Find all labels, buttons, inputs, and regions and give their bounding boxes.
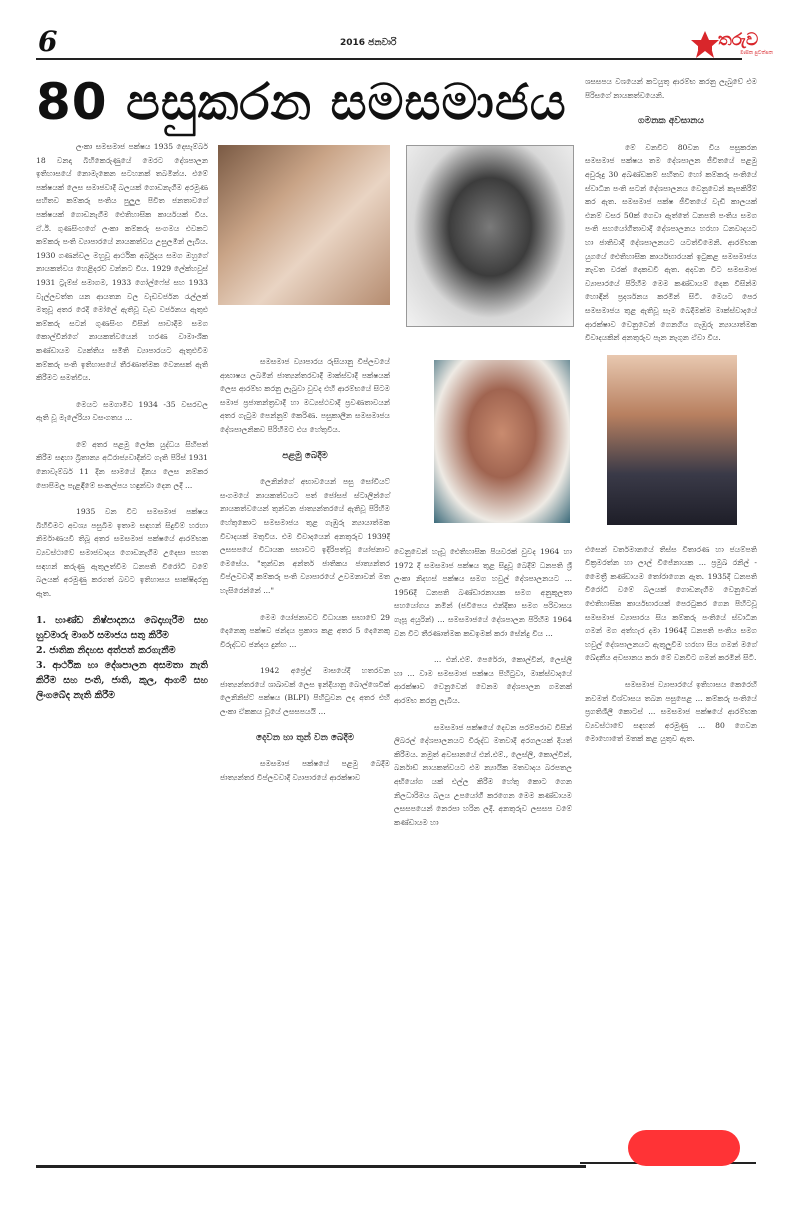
paragraph: ලංකා සමසමාජ පක්ෂය 1935 දෙසැම්බර් 18 වනදා බිහිකෙරුණුයේ මෙරට දේශපාලන ඉතිහාසයේ නොමැකෙන සටහනක් තබමින්ය. එමේ පක්ෂයක් ලෙස සමාජවාදී බලයක් ගොඩනැගීම අරමුණ සහිතව කම්කරු පංතිය පුලුල පිවිත ජනතාවගේ පක්ෂයක් ගොඩනැගීම ඓතිහාසික කාර්යයක් විය. ඒ.ඊ. ගුණසිංහගේ ලංකා කම්කරු සංගමය එවකට කම්කරු පංති ව්‍යාපාරයේ නායකත්වය උසුලමින් ලැබිය. 1930 ගණන්වල මහුවූ ආර්ථික අර්බුදය සමග ඔහුගේ නායකත්වය හෙළිදරව් වන්නට විය. 1929 ලේක්හවුස් 1931 ට්‍රැම්ස් සමාගම, 1933 ගෝල්ෆේස් සහ 1933 වැල්ලවත්ත යන ආයතන වල වැඩවර්ජන රැල්ලක් මතුවූ අතර රෙදි මෝලේ ඇතිවූ වැඩ වර්ජනය ඇතුළු කම්කරු සටන් ගුණසිංහ විසින් පාවාදීම සමග කොල්වින්ගේ නායකත්වයෙන් හරණ වාමාංශික කණ්ඩායම ව්‍යක්තිය සමිති ව්‍යාපාරයට ඇතුළුවීම කම්කරු පංති ඉතිහාසයේ තීරණාත්මක වෙනසක් ඇති කිරීමට සමත්විය. xyxy=(36,142,208,383)
list-item: 2. ජාතික නිදහස අත්පත් කරගැනීම xyxy=(36,645,176,657)
photo-spacer xyxy=(585,358,757,543)
logo-subtitle: මාසික පුවත්පත xyxy=(740,50,773,56)
paragraph: ... එන්.එම්. පෙරේරා, කොල්වින්, ලෙස්ලි හා ... වාම සමසමාජ පක්ෂය පිහිටුවා, මාක්ස්වාදයේ ආරක්ෂාව වෙනුවෙන් වෙනම දේශපාලන ගමනක් ආරම්භ කරනු ලැබිය. xyxy=(394,655,572,705)
paragraph: 1935 වන විට සමසමාජ පක්ෂය බිහිවීමට අවශ්‍ය පසුබිම ඉතාම සඳහන් සිදුවීම් හරහා නිර්මාණයවී තිබූ අතර සමසමාජ පක්ෂයේ ආරම්භක ව්‍යවස්ථාවේ සමාජවාදය ගොඩනැගීම උදෙසා පහත සඳහන් කරුණු ඇතුලත්වීම ධනපති විරෝධී වමේ බලයක් අරමුණු කරගත් බවට ඉතිහාසය සාක්ෂිදරනු ඇත. xyxy=(36,507,208,598)
subheading-first-split: පළමු බෙදීම xyxy=(282,450,328,461)
paragraph: සමසමාජ පක්ෂයේ පළමු බෙදීම ජාත්‍යන්තර විප්ලවවාදී ව්‍යාපාරයේ ආරක්ෂාව xyxy=(220,759,390,782)
paragraph: මේ වනවිට 80වන විය පසුකරන සමසමාජ පක්ෂය තම දේශපාලන ජීවිතයේ පළමු අවුරුදු 30 අඛණ්ඩකම් සහිතව හෝ කම්කරු පංතියේ ස්වාධීන පංති සටන් දේශපාලනය වෙනුවෙන් කැපකිරීම් කර ඇත. සමසමාජ පක්ෂ ජීවිතයේ වැඩි කාලයක් එනම් වසර 50ක් ගෙවා ඇත්තේ ධනපති පංතිය සමග පංති සහයෝගීතාවාදී දේශපාලනය හරහා ධනවාදයට හා ජාතිවාදී දේශපාලනයට යටත්වීමෙනි. ආරම්භක යුගයේ ඓතිහාසික කාර්යභාරයක් ඉටුකළ සමසමාජය නැවත වරක් දෙකඩවී ඇත. අදවන විට සමසමාජ ව්‍යාපාරයේ පිරිහීම මෙම කණ්ඩායම් දෙක විසින්ම හොඳින් ප්‍රදර්ශනය කරමින් සිටී. මෙයට පෙර සමසමාජය තුළ ඇතිවූ සෑම බෙදීමක්ම මාක්ස්වාදයේ ආරක්ෂාව වෙනුවෙන් ගෙනගිය ගැඹුරු න්‍යායාත්මක විවාදයකින් අනතුරුව පැන නැගුන ඒවා විය. xyxy=(585,142,757,343)
paragraph: 1942 අප්‍රේල් මාසයේදී හතරවන ජාත්‍යන්තරයේ ශාඛාවක් ලෙස ඉන්දියානු බොල්ශෙවික් ලෙනිනිස්ට් පක්ෂය (BLPI) පිහිටුවන ලද අතර එහි ලංකා ඒකකය වූයේ ලසසපයයි ... xyxy=(220,666,390,717)
party-aims-list xyxy=(36,613,208,703)
page-number: 6 xyxy=(38,25,58,58)
paragraph: සමසමාජ ව්‍යාපාරයේ ඉතිහාසය කෙරෙහි නවමත් විශ්වාසය තබන පසුපෙළ ... කම්කරු පංතියේ ප්‍රගතිශීලී කොටස් ... සමසමාජ පක්ෂයේ ආරම්භක ව්‍යවස්ථාවේ සඳහන් අරමුණු ... 80 ගෙවන මොහොතේ මතක් කළ යුතුව ඇත. xyxy=(585,680,757,744)
article-headline: 80 පසුකරන සමසමාජය xyxy=(36,73,567,131)
paragraph: මේ අතර පළමු ලෝක යුද්ධය සිහිපත් කිරීම සඳහා බ්‍රිතාන්‍ය අධිරාජ්‍යවාදීන්ට ගැති පිරිස් 1931 නොවැම්බර් 11 දින සාමයේ දිනය ලෙස නම්කර පොපිමල පැළඳීමේ සංකල්පය හඳුන්වා දෙන ලදී ... xyxy=(36,439,208,490)
paragraph: එසෙන් වර්තමානයේ තිස්ස විතාරණ හා ජයම්පති වික්‍රමරත්න හා ලාල් විජේනායක ... ප්‍රමුඛ රනිල් - මෛත්‍රී කණ්ඩායම තෝරාගෙන ඇත. 1935දී ධනපති විරෝධී වමේ බලයක් ගොඩනැගීම වෙනුවෙන් ඓතිහාසික කාර්යභාරයක් පෙරටුකර ගෙන පිහිටවූ සමසමාජ ව්‍යාපාරය සිය කම්කරු පංතියේ ස්වාධීන ගමන් මග අත්හැර දමා 1964දී ධනපති පංතිය සමග හවුල් දේශපාලනයට ඇතුලුවීම හරහා සිය ගමන් මගේ ඛේදනීය අවසානය කරා මේ වනවිට ගමන් කරමින් සිටී. xyxy=(585,544,757,663)
article-column-4 xyxy=(585,75,757,1115)
paragraph: සමසමාජ ව්‍යාපාරය රුසියානු විප්ලවයේ ආභාෂය ලබමින් ජාත්‍යන්තරවාදී මාක්ස්වාදී පක්ෂයක් ලෙස ආරම්භ කරනු ලැබුවා වුවද එහි ආරම්භයේ සිටම සමාජ ප්‍රජාතන්ත්‍රවාදී හා මධ්‍යස්ථවාදී ප්‍රවණතාවයන් අතර ගැටුම පෙන්නුම් කෙරිණ. පසුකාලීන සමසමාජය දේශපාලනිකව පිරිහීමට එය හේතුවිය. xyxy=(220,357,391,434)
paragraph: මෙයට සමගාමීව 1934 -35 වසරවල ඇති වූ මැලේරියා වසංගතය ... xyxy=(36,399,208,423)
article-column-3 xyxy=(394,545,572,1215)
masthead-divider xyxy=(36,58,742,60)
issue-date: 2016 ජනවාරි xyxy=(340,38,397,48)
red-star-icon xyxy=(690,30,720,60)
list-item: 1. භාණ්ඩ නිෂ්පාදනය බෙදාහැරීම සහ හුවමාරු මාර්ග සමාජය සතු කිරීම xyxy=(36,615,208,642)
logo-title: තරුව xyxy=(718,30,759,50)
paragraph: ලෙනින්ගේ අභාවයෙන් පසු සෝවියට් සංගමයේ නායකත්වයට පත් ජෝසප් ස්ටාලින්ගේ නායකත්වයෙන් තුන්වන ජාත්‍යන්තරයේ ඇතිවූ පිරිහීම හේතුකොට සමසමාජය තුළ ගැඹුරු න්‍යායාත්මක විවාදයක් මතුවිය. එම විවාදයෙන් අනතුරුව 1939දී ලසසපයේ විධායක සභාවට ඉදිරිපත්වූ යෝජනාව මෙසේය. "තුන්වන අන්තර් ජාතිකය ජාත්‍යන්තර විප්ලවවාදී කම්කරු පංති ව්‍යාපාරයේ උවමනාවන් මත හැසිරෙන්නේ ..." xyxy=(220,477,390,595)
photo-leader-sepia xyxy=(218,145,390,305)
paragraph: ශසසපය වශයෙන් කටයුතු ආරම්භ කරනු ලැබුවේ එම පිරිසගේ නායකත්වයෙනි. xyxy=(585,77,757,100)
bottom-divider xyxy=(36,1165,586,1168)
photo-leader-bw xyxy=(406,145,574,327)
list-item: 3. ආර්ථික හා දේශපාලන අසමතා නැති කිරීම සහ පංති, ජාති, කුල, ආගම් සහ ලිංගබේද නැති කිරීම xyxy=(36,660,208,702)
newspaper-logo xyxy=(690,30,790,60)
photo-leader-glasses-white xyxy=(434,360,570,523)
subheading-end-of-journey: ගමනක අවසානය xyxy=(638,116,704,127)
paragraph: වෙනුවෙන් හැඩූ ඓතිහාසික පියවරක් වුවද 1964 හා 1972 දී සමසමාජ පක්ෂය තුළ සිදුවූ බෙදීම් ධනපති ශ්‍රී ලංකා නිදහස් පක්ෂය සමග හවුල් දේශපාලනයට ... 1956දී ධනපති බණ්ඩාරනායක සමග අනුකූලතා සහයෝගය නමින් (ජවිපෙය එන්දිකා සමග පරිවාසය ගැසූ අයුරින්) ... සමසමාජයේ දේශපාලන පිරිහීම 1964 වන විට තීරණාත්මක කඩඉමක් කරා සේන්දු විය ... xyxy=(394,547,572,638)
paragraph: මෙම යෝජනාවට විධායක සභාවේ 29 දෙනෙකු පක්ෂව ඡන්දය ප්‍රකාශ කළ අතර 5 දෙනෙකු විරුද්ධව ඡන්දය දුන්හ ... xyxy=(220,612,390,649)
redaction-mark xyxy=(628,1130,740,1166)
article-column-1 xyxy=(36,140,208,1020)
paragraph: සමසමාජ පක්ෂයේ දෙවන පරම්පරාව විසින් ලිබරල් දේශපාලනයට විරුද්ධ මතවාදී අරගලයක් දියත් කිරීමය. නමුත් අවසානයේ එන්.එම්., ලෙස්ලි, කොල්වින්, බර්නාඩ් නායකත්වයට එම න්‍යායික මතවාදය බරපතල අභියෝග යක් එල්ල කිරීම හේතු කොට ගෙන නිලධාරිමය බලය උපයෝගී කරගෙන මෙම කණ්ඩායම ලසසපයෙන් නෙරපා හරින ලදී. අනතුරුව ලසසප වමේ කණ්ඩායම හා xyxy=(394,722,572,827)
article-column-2 xyxy=(220,355,390,1215)
subheading-second-third-split: දෙවන හා තුන් වන බෙදීම xyxy=(256,732,354,743)
